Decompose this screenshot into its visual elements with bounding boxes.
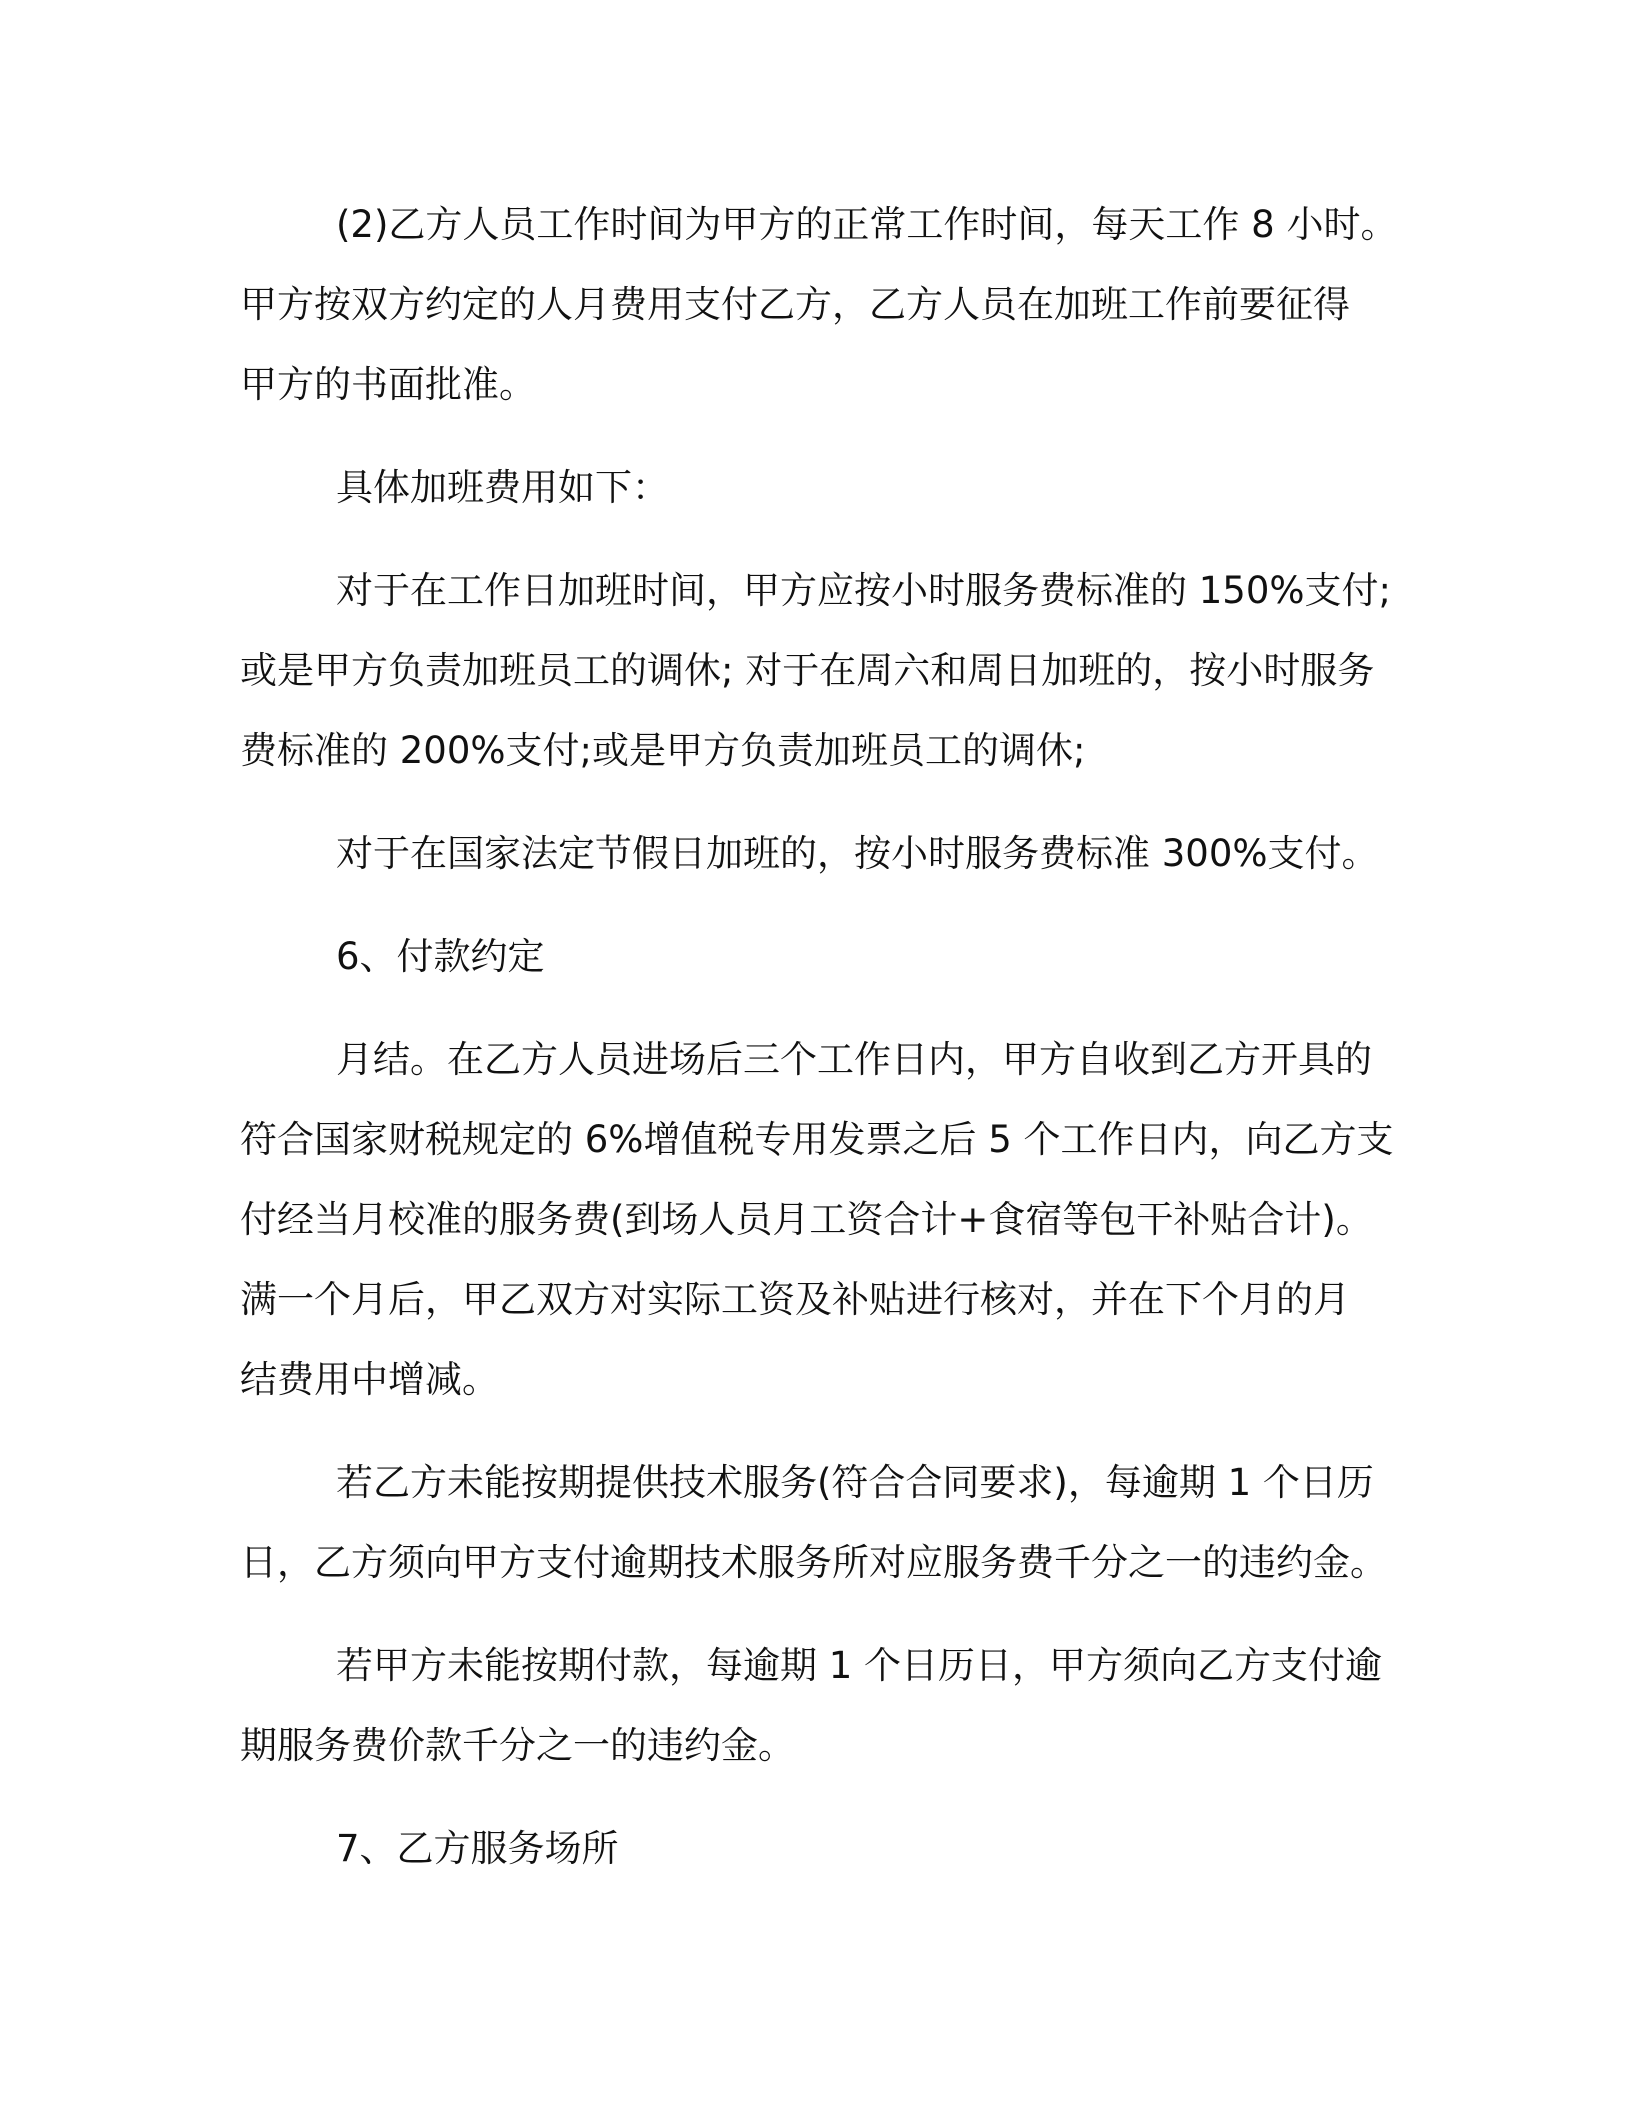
text-line: 日，乙方须向甲方支付逾期技术服务所对应服务费千分之一的违约金。 — [240, 1541, 1387, 1584]
text-line: 月结。在乙方人员进场后三个工作日内，甲方自收到乙方开具的 — [336, 1038, 1372, 1081]
text-line: 费标准的 200%支付;或是甲方负责加班员工的调休; — [240, 729, 1086, 772]
paragraph-party-b-penalty — [240, 1443, 1390, 1603]
text-line: 满一个月后，甲乙双方对实际工资及补贴进行核对，并在下个月的月 — [240, 1278, 1350, 1321]
section-heading-service-location — [240, 1809, 1390, 1889]
paragraph-overtime-hours — [240, 185, 1398, 425]
section-title: 6、付款约定 — [336, 935, 545, 978]
section-title: 7、乙方服务场所 — [336, 1827, 619, 1870]
text-line: 结费用中增减。 — [240, 1358, 499, 1401]
paragraph-overtime-fee-intro — [240, 448, 1390, 528]
text-line: 甲方按双方约定的人月费用支付乙方，乙方人员在加班工作前要征得 — [240, 283, 1350, 326]
paragraph-overtime-holiday — [240, 814, 1390, 894]
paragraph-monthly-settlement — [240, 1020, 1394, 1420]
text-line: 期服务费价款千分之一的违约金。 — [240, 1724, 795, 1767]
text-line: (2)乙方人员工作时间为甲方的正常工作时间，每天工作 8 小时。 — [336, 203, 1398, 246]
text-line: 符合国家财税规定的 6%增值税专用发票之后 5 个工作日内，向乙方支 — [240, 1118, 1394, 1161]
text-line: 具体加班费用如下： — [336, 466, 669, 509]
document-body — [240, 185, 1398, 1912]
text-line: 或是甲方负责加班员工的调休; 对于在周六和周日加班的，按小时服务 — [240, 649, 1375, 692]
text-line: 甲方的书面批准。 — [240, 363, 536, 406]
text-line: 若乙方未能按期提供技术服务(符合合同要求)，每逾期 1 个日历 — [336, 1461, 1374, 1504]
text-line: 若甲方未能按期付款，每逾期 1 个日历日，甲方须向乙方支付逾 — [336, 1644, 1383, 1687]
text-line: 付经当月校准的服务费(到场人员月工资合计+食宿等包干补贴合计)。 — [240, 1198, 1373, 1241]
section-heading-payment — [240, 917, 1390, 997]
text-line: 对于在国家法定节假日加班的，按小时服务费标准 300%支付。 — [336, 832, 1379, 875]
paragraph-party-a-penalty — [240, 1626, 1390, 1786]
text-line: 对于在工作日加班时间，甲方应按小时服务费标准的 150%支付; — [336, 569, 1392, 612]
paragraph-overtime-weekday-weekend — [240, 551, 1390, 791]
